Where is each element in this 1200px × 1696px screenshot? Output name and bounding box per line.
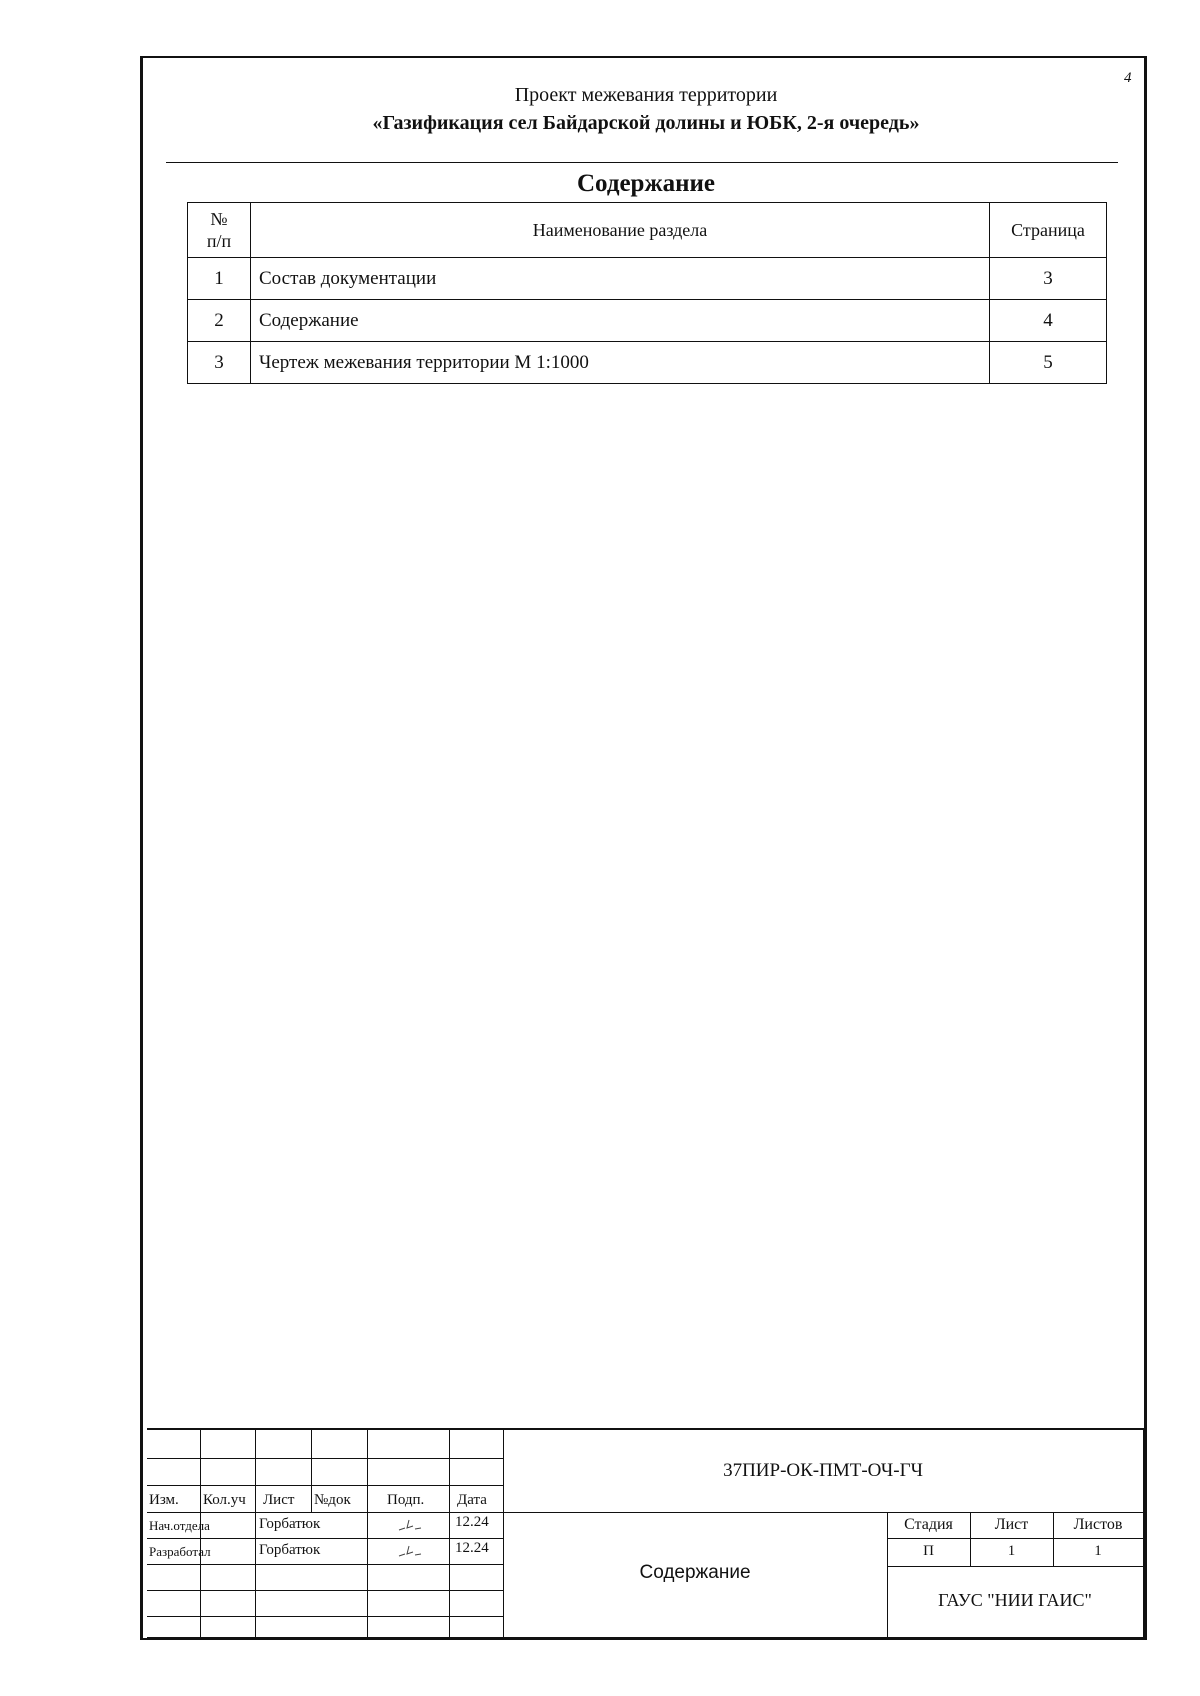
header-divider xyxy=(166,162,1118,163)
toc-row-num: 3 xyxy=(188,342,251,384)
toc-col-num-top: № xyxy=(210,209,228,229)
stamp-border xyxy=(1143,1430,1144,1638)
toc-header-row xyxy=(188,203,1107,258)
stamp-role: Нач.отдела xyxy=(149,1518,210,1533)
toc-row-num: 2 xyxy=(188,300,251,342)
stamp-grid-line xyxy=(147,1485,503,1486)
stamp-header-list: Лист xyxy=(263,1492,295,1508)
stamp-stage-value: П xyxy=(923,1543,934,1559)
stamp-grid-line xyxy=(147,1616,503,1617)
stamp-sheets-value: 1 xyxy=(1094,1543,1102,1559)
stamp-grid-line xyxy=(147,1458,503,1459)
stamp-sheet-header: Лист xyxy=(994,1516,1029,1533)
stamp-header-podp: Подп. xyxy=(387,1492,425,1508)
stamp-organization: ГАУС "НИИ ГАИС" xyxy=(938,1590,1092,1610)
toc-row-name: Чертеж межевания территории М 1:1000 xyxy=(251,342,990,384)
stamp-grid-line xyxy=(147,1637,1145,1638)
project-title: «Газификация сел Байдарской долины и ЮБК, 2-я очередь» xyxy=(372,112,920,134)
title-block xyxy=(147,1428,1145,1636)
stamp-role: Разработал xyxy=(149,1544,211,1559)
stamp-grid-line xyxy=(449,1430,450,1638)
stamp-person: Горбатюк xyxy=(259,1516,321,1532)
stamp-stage-header: Стадия xyxy=(904,1516,953,1533)
stamp-header-ndok: №док xyxy=(314,1492,351,1508)
stamp-grid-line xyxy=(367,1430,368,1638)
stamp-person: Горбатюк xyxy=(259,1542,321,1558)
stamp-grid-line xyxy=(147,1538,503,1539)
stamp-date: 12.24 xyxy=(455,1514,489,1530)
project-type: Проект межевания территории xyxy=(514,84,778,106)
stamp-header-izm: Изм. xyxy=(149,1492,179,1508)
stamp-sheet-value: 1 xyxy=(1007,1543,1016,1559)
stamp-grid-line xyxy=(887,1566,1145,1567)
signature-mark xyxy=(395,1542,425,1560)
stamp-grid-line xyxy=(311,1430,312,1512)
stamp-doc-title: Содержание xyxy=(639,1562,751,1583)
toc-col-num-bottom: п/п xyxy=(206,231,232,251)
toc-row-num: 1 xyxy=(188,258,251,300)
toc-row xyxy=(188,342,1107,384)
page-number: 4 xyxy=(1124,70,1132,86)
stamp-grid-line xyxy=(147,1590,503,1591)
signature-mark xyxy=(395,1516,425,1534)
toc-row xyxy=(188,300,1107,342)
stamp-grid-line xyxy=(200,1430,201,1638)
toc-row xyxy=(188,258,1107,300)
stamp-sheets-header: Листов xyxy=(1073,1516,1123,1533)
stamp-date: 12.24 xyxy=(455,1540,489,1556)
toc-row-name: Состав документации xyxy=(251,258,990,300)
toc-row-page: 3 xyxy=(990,258,1107,300)
document-code: 37ПИР-ОК-ПМТ-ОЧ-ГЧ xyxy=(723,1460,923,1481)
toc-col-num xyxy=(188,203,251,258)
stamp-grid-line xyxy=(147,1564,503,1565)
toc-col-name: Наименование раздела xyxy=(251,203,990,258)
toc-row-page: 5 xyxy=(990,342,1107,384)
toc-row-page: 4 xyxy=(990,300,1107,342)
stamp-header-date: Дата xyxy=(457,1492,487,1508)
stamp-grid-line xyxy=(147,1512,1145,1513)
stamp-grid-line xyxy=(255,1430,256,1638)
toc-table xyxy=(187,202,1107,384)
stamp-header-kol: Кол.уч xyxy=(203,1492,246,1508)
stamp-grid-line xyxy=(887,1538,1145,1539)
toc-row-name: Содержание xyxy=(251,300,990,342)
toc-title: Содержание xyxy=(576,170,715,197)
toc-col-page: Страница xyxy=(990,203,1107,258)
